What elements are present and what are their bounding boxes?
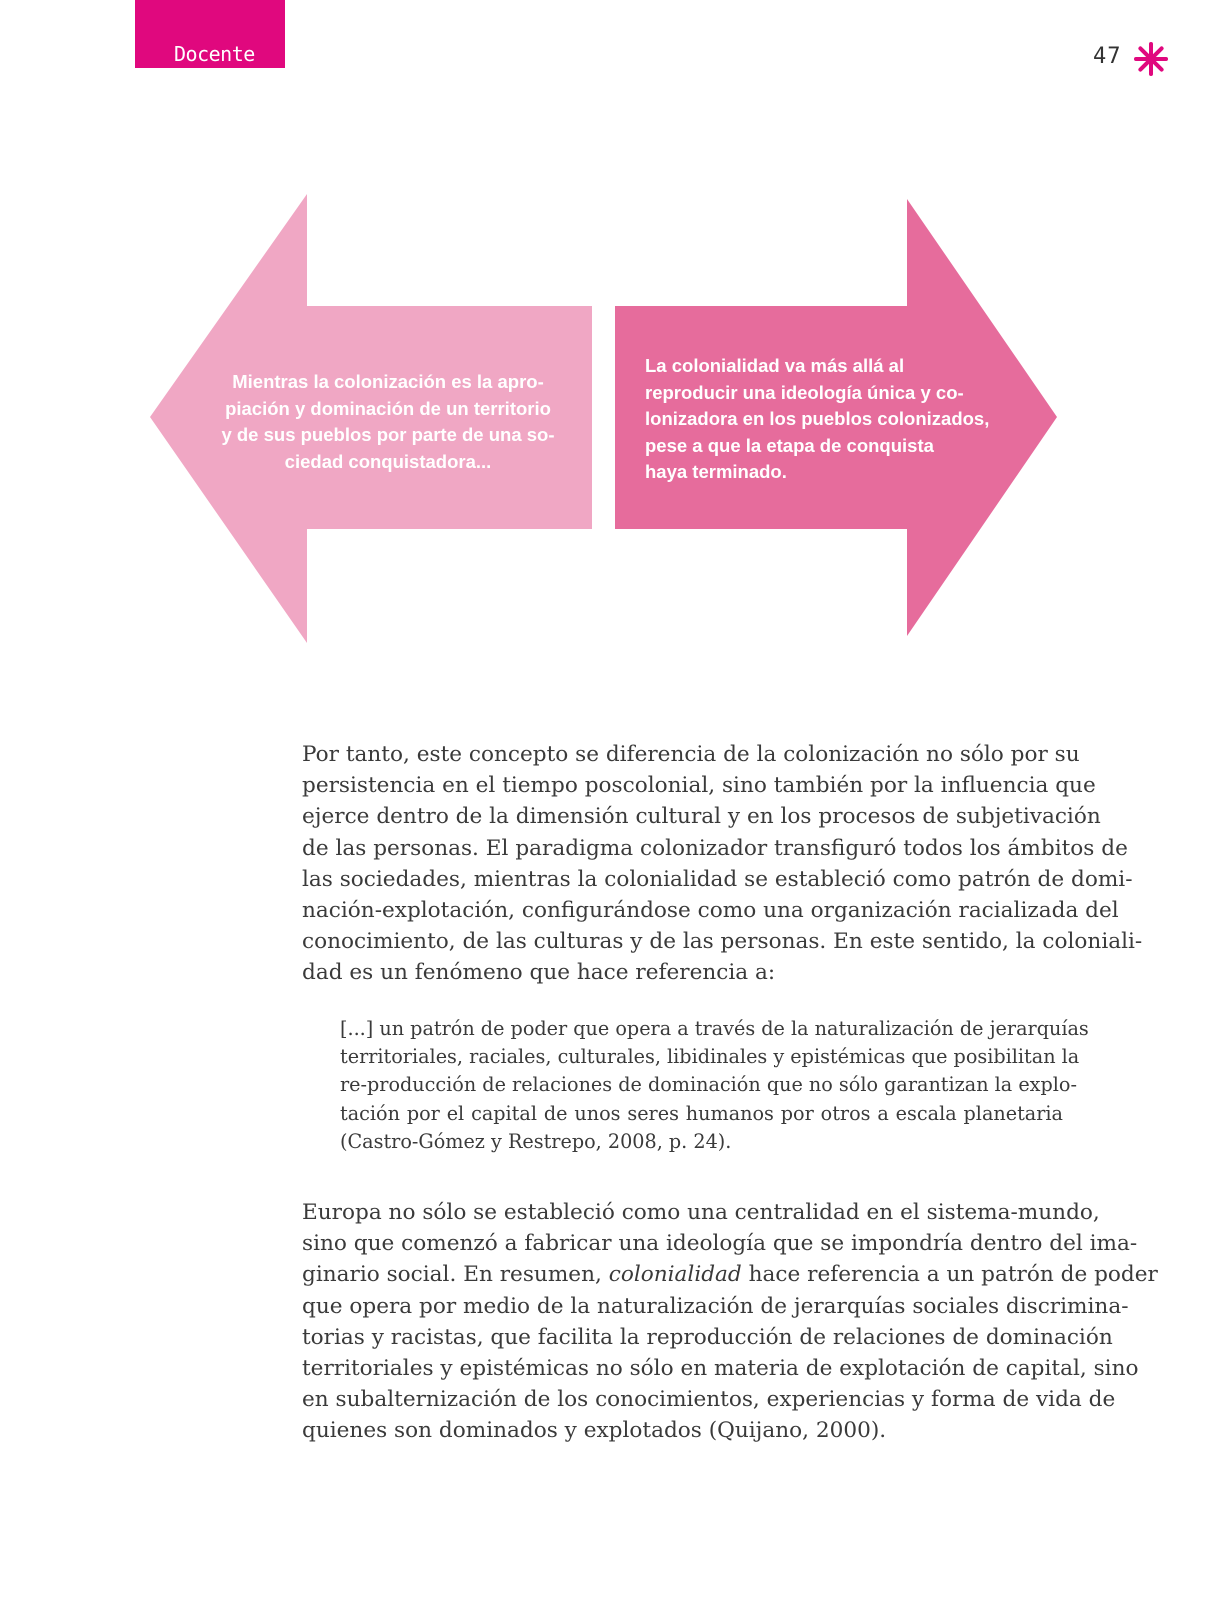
page-number: 47 <box>1093 44 1122 69</box>
text-span: ginario social. En resumen, <box>302 1262 609 1288</box>
text-line: Por tanto, este concepto se diferencia de la colonización no sólo por su <box>302 742 1080 767</box>
text-line: nación-explotación, configurándose como una organización racializada del <box>302 898 1119 924</box>
text-line: en subalternización de los conocimientos, experiencias y forma de vida de <box>302 1387 1116 1413</box>
left-arrow-text <box>198 369 578 475</box>
text-span: hace referencia a un patrón de poder <box>741 1262 1158 1288</box>
text-line: territoriales y epistémicas no sólo en materia de explotación de capital, sino <box>302 1356 1139 1382</box>
text-line: ciedad conquistadora... <box>284 450 492 472</box>
text-line-with-emphasis <box>302 1259 1158 1290</box>
text-line: quienes son dominados y explotados (Quijano, 2000). <box>302 1418 887 1444</box>
text-line: Mientras la colonización es la apro- <box>232 371 544 392</box>
text-line: y de sus pueblos por parte de una so- <box>221 424 555 445</box>
text-line: las sociedades, mientras la colonialidad se estableció como patrón de domi- <box>302 866 1133 892</box>
text-line: Europa no sólo se estableció como una centralidad en el sistema-mundo, <box>302 1200 1100 1225</box>
quote-line: territoriales, raciales, culturales, libidinales y epistémicas que posibilitan la <box>340 1045 1080 1069</box>
text-line: sino que comenzó a fabricar una ideología que se impondría dentro del ima- <box>302 1231 1138 1257</box>
paragraph-3 <box>302 1197 1158 1447</box>
concept-arrows-diagram <box>0 0 1214 700</box>
quote-line: re-producción de relaciones de dominación que no sólo garantizan la explo- <box>340 1073 1077 1097</box>
quote-line: [...] un patrón de poder que opera a través de la naturalización de jerarquías <box>340 1017 1089 1040</box>
right-arrow-text <box>645 353 1045 486</box>
text-line: ejerce dentro de la dimensión cultural y en los procesos de subjetivación <box>302 804 1101 830</box>
text-line: persistencia en el tiempo poscolonial, sino también por la influencia que <box>302 773 1096 799</box>
section-label: Docente <box>174 42 255 66</box>
block-quote <box>340 1015 1089 1156</box>
text-line: haya terminado. <box>645 461 787 482</box>
paragraph-1 <box>302 739 1143 989</box>
text-line: lonizadora en los pueblos colonizados, <box>645 408 990 429</box>
text-line: La colonialidad va más allá al <box>645 355 905 376</box>
text-line: dad es un fenómeno que hace referencia a: <box>302 960 776 986</box>
text-line: torias y racistas, que facilita la reproducción de relaciones de dominación <box>302 1324 1113 1350</box>
emphasis-term: colonialidad <box>608 1262 742 1288</box>
text-line: que opera por medio de la naturalización de jerarquías sociales discrimina- <box>302 1293 1129 1319</box>
text-line: pese a que la etapa de conquista <box>645 434 934 456</box>
quote-citation-line: (Castro-Gómez y Restrepo, 2008, p. 24). <box>340 1129 732 1153</box>
text-line: reproducir una ideología única y co- <box>645 381 964 403</box>
text-line: de las personas. El paradigma colonizador transfiguró todos los ámbitos de <box>302 835 1128 861</box>
text-line: piación y dominación de un territorio <box>225 397 551 419</box>
text-line: conocimiento, de las culturas y de las personas. En este sentido, la coloniali- <box>302 929 1143 955</box>
quote-line: tación por el capital de unos seres humanos por otros a escala planetaria <box>340 1101 1063 1125</box>
